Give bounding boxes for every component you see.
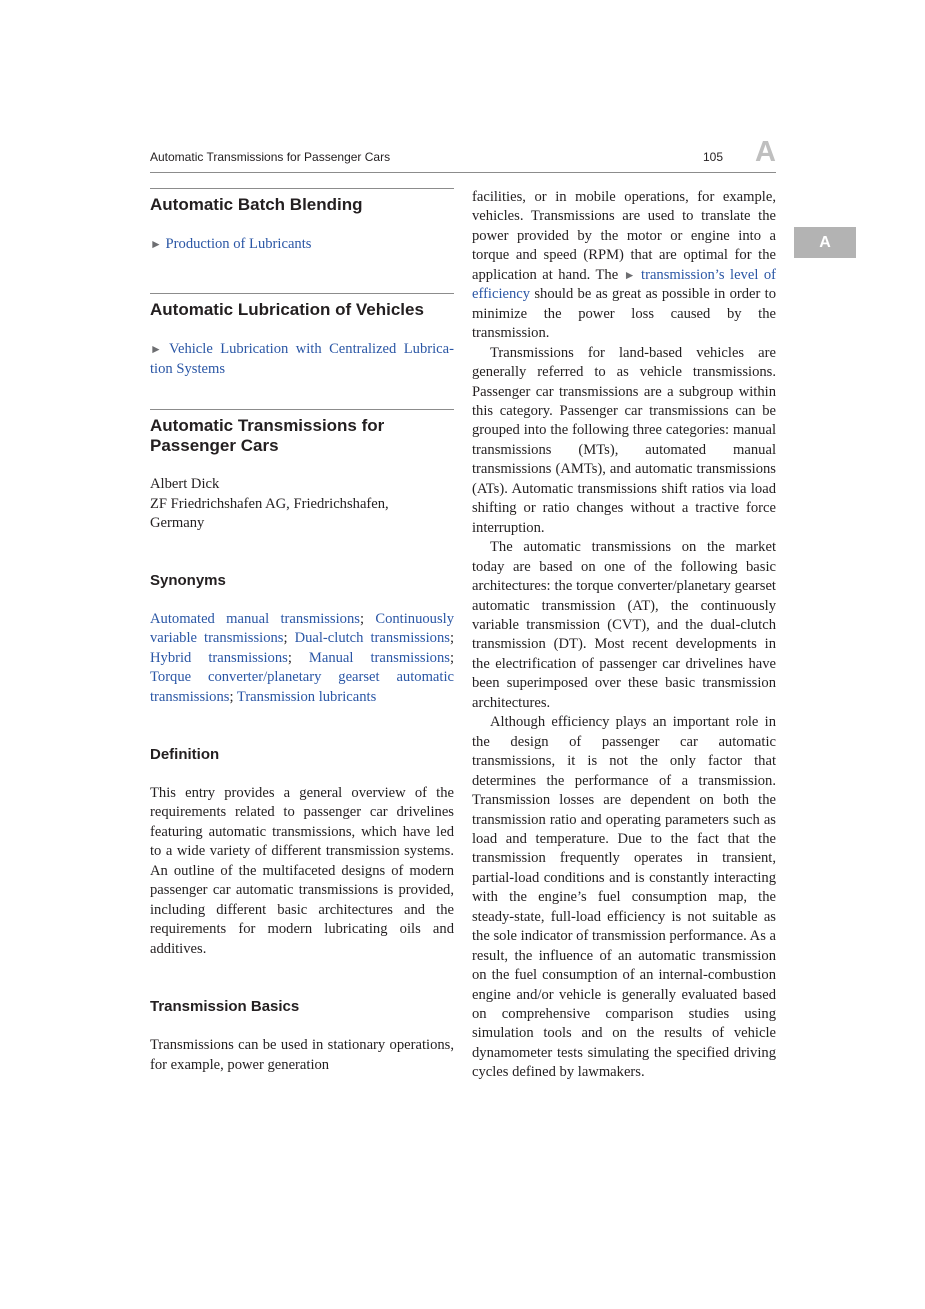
synonym-link[interactable]: Torque converter/planetary gearset automatic transmissions (150, 669, 454, 705)
synonym-link[interactable]: Dual-clutch transmissions (294, 630, 450, 647)
definition-heading: Definition (150, 745, 220, 763)
left-column (150, 188, 454, 1075)
affiliation-country: Germany (150, 515, 205, 532)
cross-reference-link[interactable]: Production of Lubricants (165, 236, 312, 252)
cross-reference (150, 340, 454, 379)
synonym-separator: ; (229, 688, 237, 705)
synonym-link[interactable]: Hybrid transmissions (150, 649, 288, 666)
running-header (150, 136, 776, 173)
basics-text: should be as great as possible in order to minimize the power loss caused by the transmission. (472, 286, 776, 342)
thumb-index-tab[interactable]: A (794, 227, 856, 258)
definition-paragraph: This entry provides a general overview of the requirements related to passenger car drivelines featuring automatic transmissions, which have led to a wide variety of different transmission systems. An outline of the multifaceted designs of modern passenger car automatic transmissions is provided, including different basic architectures and the requirements for modern lubricating oils and additives. (150, 784, 454, 957)
body-paragraph: Although efficiency plays an important role in the design of passenger car automatic transmissions, it is not the only factor that determines the performance of a transmission. Transmission losses are dependent on both the transmission ratio and operating parameters such as load and temperature. Due to the fact that the transmission frequently operates in transient, partial-load conditions and is constantly interacting with the engine’s fuel consumption map, the steady-state, full-load efficiency is not suitable as the sole indicator of transmission performance. As a result, the influence of an automatic transmission on the fuel consumption of an internal-combustion engine and/or vehicle is generally evaluated based on comprehensive comparison studies using simulation tools and on the results of vehicle dynamometer tests simulating the specified driving cycles defined by lawmakers. (472, 714, 776, 1081)
synonym-link[interactable]: Manual transmissions (308, 649, 450, 666)
basics-paragraph-start: Transmissions can be used in stationary operations, for example, power generation (150, 1037, 454, 1073)
author-block (150, 475, 454, 533)
synonym-link[interactable]: Automated manual transmissions (150, 610, 360, 627)
entry-automatic-transmissions (150, 409, 454, 1075)
transmission-basics-heading: Transmission Basics (150, 998, 300, 1016)
synonym-separator: ; (283, 630, 295, 647)
synonym-separator: ; (449, 649, 454, 666)
synonym-link[interactable]: Transmission lubricants (236, 688, 377, 705)
arrow-right-icon: ► (150, 342, 162, 357)
basics-text: facilities, or in mobile operations, for example, vehicles. Transmissions are used to translate the power provided by the motor or engine into a torque and speed (RPM) that are optimal for the application at hand. The (472, 189, 776, 283)
basics-paragraph-continued (472, 188, 776, 344)
section-letter: A (755, 136, 776, 168)
author-name: Albert Dick (150, 476, 220, 493)
running-head-title: Automatic Transmissions for Passenger Cars (150, 150, 391, 164)
efficiency-link[interactable]: transmission’s level of efficiency (472, 266, 776, 303)
cross-reference-link[interactable]: Vehicle Lubrication with Centralized Lubrica-tion Systems (150, 341, 454, 377)
entry-automatic-lubrication (150, 293, 454, 379)
arrow-right-icon: ► (150, 237, 162, 251)
entry-title: Automatic Batch Blending (150, 195, 363, 214)
page-number: 105 (703, 150, 724, 164)
synonym-separator: ; (449, 630, 454, 647)
body-paragraph: Transmissions for land-based vehicles are generally referred to as vehicle transmissions. Passenger car transmissions are a subgroup within this category. Passenger car transmissions can be grouped into the following three categories: manual transmissions (MTs), automated manual transmissions (AMTs), and automatic transmissions (ATs). Automatic transmissions shift ratios via load shifting or ratio changes without a tractive force interruption. (472, 344, 776, 536)
synonyms-list (150, 610, 454, 707)
synonym-separator: ; (359, 610, 376, 627)
cross-reference (150, 235, 454, 254)
entry-title: Automatic Transmissions for Passenger Cars (150, 416, 385, 456)
affiliation-line: ZF Friedrichshafen AG, Friedrichshafen, (150, 495, 389, 512)
arrow-right-icon: ► (623, 267, 636, 282)
entry-title: Automatic Lubrication of Vehicles (150, 300, 424, 320)
synonyms-heading: Synonyms (150, 571, 226, 589)
right-column (472, 188, 776, 1083)
body-paragraph: The automatic transmissions on the market today are based on one of the following basic architectures: the torque converter/planetary gearset automatic transmission (AT), the continuously variable transmission (CVT), and the dual-clutch transmission (DT). Most recent developments in the electrification of passenger car drivelines have been superimposed over these basic transmission architectures. (472, 539, 776, 711)
entry-automatic-batch-blending (150, 188, 454, 254)
synonym-separator: ; (287, 649, 309, 666)
synonym-link[interactable]: Continuously variable transmissions (150, 610, 455, 647)
